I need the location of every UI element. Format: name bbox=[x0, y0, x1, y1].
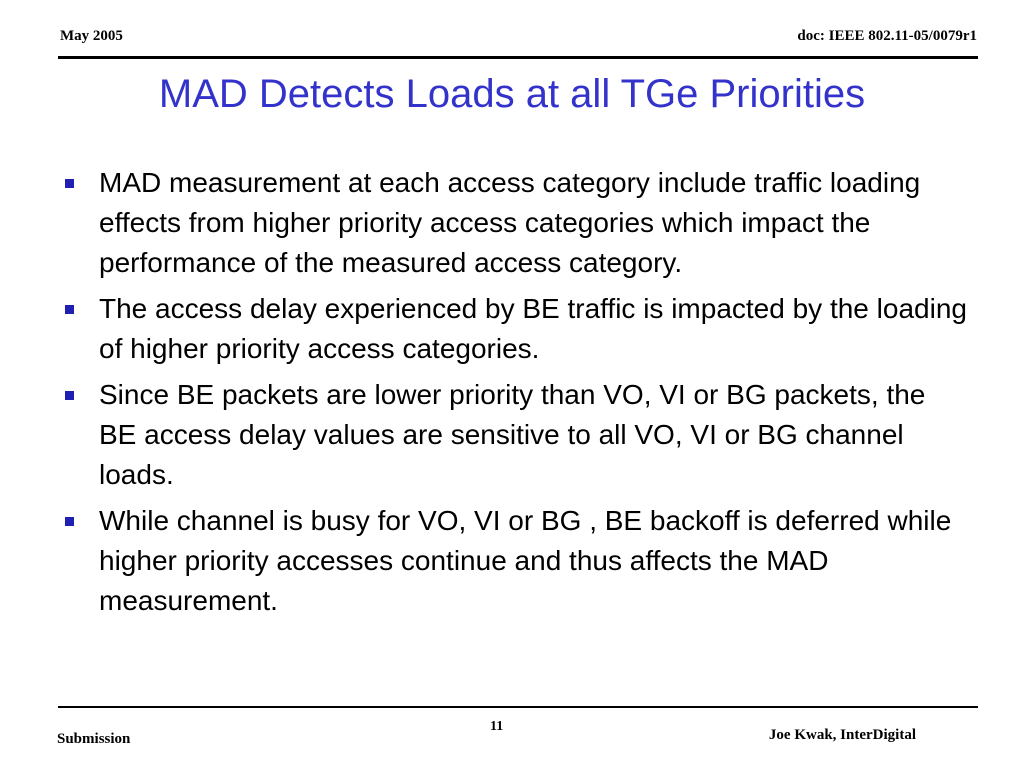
square-bullet-icon bbox=[65, 391, 74, 400]
bullet-item bbox=[60, 375, 970, 495]
bullet-item bbox=[60, 289, 970, 369]
bullet-text: While channel is busy for VO, VI or BG , BE backoff is deferred while higher priority accesses continue and thus affects the MAD measurement. bbox=[99, 505, 952, 616]
footer-submission: Submission bbox=[57, 731, 131, 747]
bullet-item bbox=[60, 163, 970, 283]
header-date: May 2005 bbox=[60, 28, 123, 44]
bullet-text: Since BE packets are lower priority than VO, VI or BG packets, the BE access delay values are sensitive to all VO, VI or BG channel loads. bbox=[99, 379, 926, 490]
footer-rule bbox=[58, 706, 978, 708]
bullet-item bbox=[60, 501, 970, 621]
bullet-list bbox=[60, 163, 970, 627]
square-bullet-icon bbox=[65, 517, 74, 526]
header-doc-number: doc: IEEE 802.11-05/0079r1 bbox=[797, 28, 977, 44]
square-bullet-icon bbox=[65, 305, 74, 314]
square-bullet-icon bbox=[65, 179, 74, 188]
bullet-text: MAD measurement at each access category include traffic loading effects from higher priority access categories which impact the performance of the measured access category. bbox=[99, 167, 921, 278]
slide-title: MAD Detects Loads at all TGe Priorities bbox=[158, 72, 866, 116]
footer-author: Joe Kwak, InterDigital bbox=[768, 727, 916, 743]
header-rule bbox=[58, 56, 978, 59]
page-number: 11 bbox=[490, 719, 504, 734]
bullet-text: The access delay experienced by BE traffic is impacted by the loading of higher priority access categories. bbox=[99, 293, 967, 364]
